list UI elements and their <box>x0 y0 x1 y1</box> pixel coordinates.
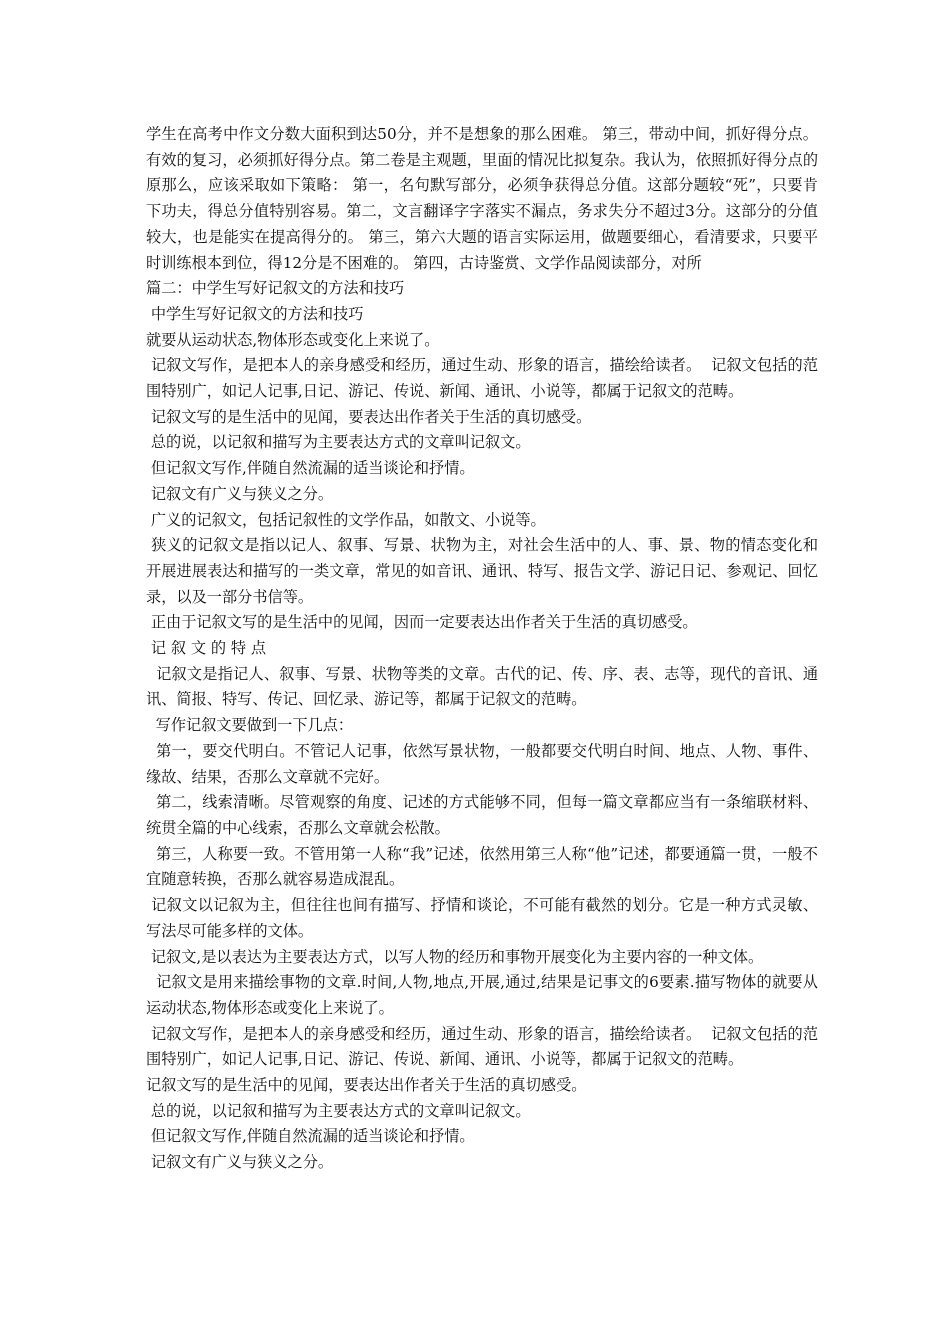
section-heading: 篇二：中学生写好记叙文的方法和技巧 <box>146 279 405 298</box>
paragraph: 但记叙文写作,伴随自然流漏的适当谈论和抒情。 <box>146 1127 475 1146</box>
paragraph: 总的说，以记叙和描写为主要表达方式的文章叫记叙文。 <box>146 433 531 452</box>
article-title: 中学生写好记叙文的方法和技巧 <box>146 304 364 323</box>
paragraph: 就要从运动状态,物体形态或变化上来说了。 <box>146 330 440 349</box>
paragraph: 第一，要交代明白。不管记人记事，依然写景状物，一般都要交代明白时间、地点、人物、事件、缘故、结果，否那么文章就不完好。 <box>146 741 818 786</box>
paragraph: 第三，人称要一致。不管用第一人称“我”记述，依然用第三人称“他”记述，都要通篇一贯，一般不宜随意转换，否那么就容易造成混乱。 <box>146 844 818 889</box>
paragraph: 记叙文以记叙为主，但往往也间有描写、抒情和谈论，不可能有截然的划分。它是一种方式灵敏、写法尽可能多样的文体。 <box>146 896 818 940</box>
paragraph: 记叙文写的是生活中的见闻，要表达出作者关于生活的真切感受。 <box>146 1076 587 1095</box>
paragraph: 第二，线索清晰。尽管观察的角度、记述的方式能够不同，但每一篇文章都应当有一条缩联材料、统贯全篇的中心线索，否那么文章就会松散。 <box>146 793 818 837</box>
paragraph: 记叙文写作，是把本人的亲身感受和经历，通过生动、形象的语言，描绘给读者。 记叙文包括的范围特别广，如记人记事,日记、游记、传说、新闻、通讯、小说等，都属于记叙文的范畴。 <box>146 1024 819 1069</box>
paragraph: 正由于记叙文写的是生活中的见闻，因而一定要表达出作者关于生活的真切感受。 <box>146 613 698 632</box>
paragraph: 记叙文有广义与狭义之分。 <box>146 484 334 503</box>
paragraph: 写作记叙文要做到一下几点： <box>146 716 354 735</box>
paragraph: 但记叙文写作,伴随自然流漏的适当谈论和抒情。 <box>146 459 475 478</box>
paragraph: 记叙文有广义与狭义之分。 <box>146 1153 334 1172</box>
paragraph: 狭义的记叙文是指以记人、叙事、写景、状物为主，对社会生活中的人、事、景、物的情态变化和开展进展表达和描写的一类文章，常见的如音讯、通讯、特写、报告文学、游记日记、参观记、回忆录，以及一部分书信等。 <box>146 536 818 606</box>
subheading: 记 叙 文 的 特 点 <box>146 639 267 658</box>
paragraph: 记叙文是用来描绘事物的文章.时间,人物,地点,开展,通过,结果是记事文的6要素.描写物体的就要从运动状态,物体形态或变化上来说了。 <box>146 973 818 1017</box>
paragraph: 广义的记叙文，包括记叙性的文学作品，如散文、小说等。 <box>146 510 546 529</box>
paragraph: 记叙文是指记人、叙事、写景、状物等类的文章。古代的记、传、序、表、志等，现代的音讯、通讯、简报、特写、传记、回忆录、游记等，都属于记叙文的范畴。 <box>146 664 818 709</box>
paragraph: 记叙文写的是生活中的见闻，要表达出作者关于生活的真切感受。 <box>146 407 592 426</box>
paragraph: 学生在高考中作文分数大面积到达50分，并不是想象的那么困难。 第三，带动中间，抓好得分点。 有效的复习，必须抓好得分点。第二卷是主观题，里面的情况比拟复杂。我认为，依照抓好得分点的原那么，应该采取如下策略： 第一，名句默写部分，必须争获得总分值。这部分题较“死”，只要肯下功夫，得总分值特别容易。第二，文言翻译字字落实不漏点，务求失分不超过3分。这部分的分值较大，也是能实在提高得分的。 第三，第六大题的语言实际运用，做题要细心，看清要求，只要平时训练根本到位，得12分是不困难的。 第四，古诗鉴赏、文学作品阅读部分，对所 <box>146 125 823 272</box>
paragraph: 记叙文写作，是把本人的亲身感受和经历，通过生动、形象的语言，描绘给读者。 记叙文包括的范围特别广，如记人记事,日记、游记、传说、新闻、通讯、小说等，都属于记叙文的范畴。 <box>146 356 819 401</box>
paragraph: 总的说，以记叙和描写为主要表达方式的文章叫记叙文。 <box>146 1101 531 1120</box>
document-body <box>146 122 823 1176</box>
paragraph: 记叙文,是以表达为主要表达方式，以写人物的经历和事物开展变化为主要内容的一种文体。 <box>146 947 764 966</box>
